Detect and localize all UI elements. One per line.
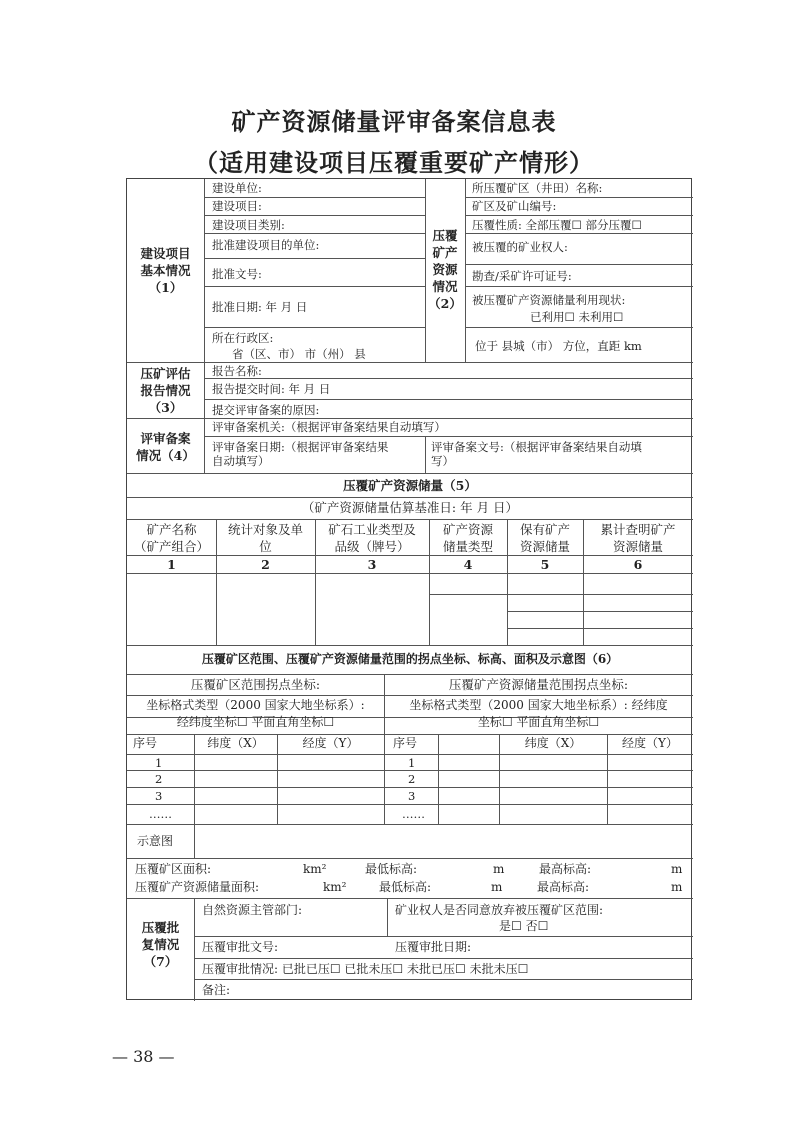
divider — [127, 519, 693, 520]
unit-m: m — [671, 862, 683, 876]
unit-m: m — [671, 880, 683, 894]
divider — [465, 179, 466, 362]
admin-region-field: 所在行政区: — [212, 331, 274, 345]
divider — [127, 573, 693, 574]
divider — [127, 473, 693, 474]
col-ore-type: 矿石工业类型及 品级（牌号） — [328, 522, 416, 554]
form-title: 矿产资源储量评审备案信息表 — [231, 107, 557, 136]
max-elevation-label: 最高标高: — [539, 862, 592, 876]
unit-km2: km² — [323, 880, 347, 894]
divider — [465, 327, 693, 328]
divider — [127, 824, 693, 825]
divider — [127, 770, 693, 771]
review-date-field: 评审备案日期:（根据评审备案结果 自动填写） — [212, 440, 389, 468]
max-elevation-label: 最高标高: — [537, 880, 590, 894]
col-stat-object: 统计对象及单 位 — [227, 522, 303, 554]
divider — [127, 898, 693, 899]
divider — [204, 327, 425, 328]
sec6-title: 压覆矿区范围、压覆矿产资源储量范围的拐点坐标、标高、面积及示意图（6） — [201, 652, 619, 666]
col-number: 3 — [367, 557, 377, 572]
divider — [194, 979, 693, 980]
col-mineral-name: 矿产名称 （矿产组合） — [133, 522, 209, 554]
unit-m: m — [493, 862, 505, 876]
right-row-number: 3 — [408, 789, 416, 803]
project-category-field: 建设项目类别: — [212, 218, 285, 232]
divider — [204, 233, 425, 234]
divider — [204, 258, 425, 259]
right-row-number: 2 — [408, 772, 416, 786]
divider — [204, 399, 693, 400]
divider — [127, 858, 693, 859]
construction-unit-field: 建设单位: — [212, 181, 262, 195]
submit-reason-field: 提交评审备案的原因: — [212, 403, 320, 417]
min-elevation-label: 最低标高: — [379, 880, 432, 894]
left-coord-format: 坐标格式类型（2000 国家大地坐标系）: 经纬度坐标☐ 平面直角坐标☐ — [146, 698, 365, 729]
remarks-field: 备注: — [202, 983, 231, 997]
divider — [204, 378, 693, 379]
unit-m: m — [491, 880, 503, 894]
col-number: 1 — [167, 557, 176, 572]
approval-number-field: 批准文号: — [212, 267, 262, 281]
approving-unit-field: 批准建设项目的单位: — [212, 238, 320, 252]
covered-right-holder-field: 被压覆的矿业权人: — [472, 240, 568, 254]
right-coord-title: 压覆矿产资源储量范围拐点坐标: — [448, 677, 629, 692]
review-docno-field: 评审备案文号:（根据评审备案结果自动填 写） — [431, 440, 642, 468]
divider — [194, 958, 693, 959]
review-agency-field: 评审备案机关:（根据评审备案结果自动填写） — [212, 420, 446, 434]
divider — [127, 787, 693, 788]
utilization-options: 已利用☐ 未利用☐ — [530, 310, 624, 324]
min-elevation-label: 最低标高: — [365, 862, 418, 876]
mining-area-label: 压覆矿区面积: — [135, 862, 212, 876]
divider — [507, 628, 693, 629]
mine-code-field: 矿区及矿山编号: — [472, 199, 557, 213]
sec2-label: 压覆 矿产 资源 情况 （2） — [428, 228, 462, 311]
authority-dept-field: 自然资源主管部门: — [202, 903, 303, 917]
divider — [465, 286, 693, 287]
license-number-field: 勘查/采矿许可证号: — [472, 269, 572, 283]
sec5-title: 压覆矿产资源储量（5） — [343, 478, 477, 493]
col-retained-reserve: 保有矿产 资源储量 — [519, 522, 570, 554]
consent-options: 是☐ 否☐ — [499, 919, 549, 933]
utilization-status-field: 被压覆矿产资源储量利用现状: — [472, 293, 626, 307]
right-holder-consent-field: 矿业权人是否同意放弃被压覆矿区范围: — [395, 903, 604, 917]
divider — [194, 936, 693, 937]
covered-mine-name-field: 所压覆矿区（井田）名称: — [472, 181, 603, 195]
col-number: 5 — [540, 557, 550, 572]
divider — [127, 362, 693, 363]
left-row-number: …… — [149, 807, 172, 821]
divider — [194, 898, 195, 1001]
col-reserve-type: 矿产资源 储量类型 — [442, 522, 493, 554]
base-date-line: （矿产资源储量估算基准日: 年 月 日） — [301, 500, 519, 515]
right-col-lat: 纬度（X） — [524, 736, 582, 750]
approval-date-field-7: 压覆审批日期: — [395, 940, 472, 954]
sketch-label: 示意图 — [137, 834, 174, 848]
divider — [465, 215, 693, 216]
admin-region-parts: 省（区、市） 市（州） 县 — [232, 347, 366, 361]
reserve-area-label: 压覆矿产资源储量面积: — [135, 880, 260, 894]
left-row-number: 2 — [155, 772, 163, 786]
sec4-label: 评审备案 情况（4） — [136, 431, 195, 463]
sec3-label: 压矿评估 报告情况 （3） — [140, 366, 191, 415]
construction-project-field: 建设项目: — [212, 199, 262, 213]
sec1-label: 建设项目 基本情况 （1） — [140, 246, 191, 295]
divider — [127, 754, 693, 755]
divider — [127, 695, 693, 696]
divider — [204, 286, 425, 287]
form-subtitle: （适用建设项目压覆重要矿产情形） — [194, 148, 594, 177]
divider — [387, 898, 388, 936]
report-name-field: 报告名称: — [212, 364, 262, 378]
unit-km2: km² — [303, 862, 327, 876]
report-submit-time-field: 报告提交时间: 年 月 日 — [212, 382, 331, 396]
approval-date-field: 批准日期: 年 月 日 — [212, 300, 308, 314]
divider — [425, 436, 426, 473]
divider — [127, 418, 693, 419]
divider — [429, 594, 693, 595]
divider — [127, 645, 693, 646]
left-col-lat: 纬度（X） — [207, 736, 264, 750]
right-col-lon: 经度（Y） — [622, 736, 678, 750]
left-row-number: 3 — [155, 789, 163, 803]
left-col-no: 序号 — [133, 736, 158, 750]
divider — [127, 497, 693, 498]
divider — [204, 197, 425, 198]
right-row-number: 1 — [408, 756, 416, 770]
location-field: 位于 县城（市） 方位，直距 km — [475, 339, 642, 353]
col-number: 4 — [463, 557, 473, 572]
approval-status-field: 压覆审批情况: 已批已压☐ 已批未压☐ 未批已压☐ 未批未压☐ — [202, 962, 529, 976]
divider — [127, 804, 693, 805]
col-number: 6 — [633, 557, 643, 572]
divider — [127, 674, 693, 675]
info-form-table — [126, 178, 692, 1000]
col-cumulative-reserve: 累计查明矿产 资源储量 — [600, 522, 676, 554]
divider — [204, 436, 693, 437]
divider — [204, 215, 425, 216]
approval-docno-field: 压覆审批文号: — [202, 940, 279, 954]
coverage-type-field: 压覆性质: 全部压覆☐ 部分压覆☐ — [472, 218, 642, 232]
divider — [204, 179, 205, 362]
left-row-number: 1 — [155, 756, 163, 770]
left-col-lon: 经度（Y） — [302, 736, 359, 750]
divider — [194, 824, 195, 858]
divider — [507, 611, 693, 612]
divider — [438, 734, 439, 824]
divider — [465, 197, 693, 198]
divider — [465, 233, 693, 234]
left-coord-title: 压覆矿区范围拐点坐标: — [190, 677, 321, 692]
col-number: 2 — [261, 557, 270, 572]
right-col-no: 序号 — [393, 736, 418, 750]
divider — [465, 264, 693, 265]
right-coord-format: 坐标格式类型（2000 国家大地坐标系）: 经纬度 坐标☐ 平面直角坐标☐ — [409, 698, 668, 729]
sec7-label: 压覆批 复情况 （7） — [141, 920, 180, 969]
right-row-number: …… — [402, 807, 425, 821]
page-number: — 38 — — [112, 1047, 175, 1066]
